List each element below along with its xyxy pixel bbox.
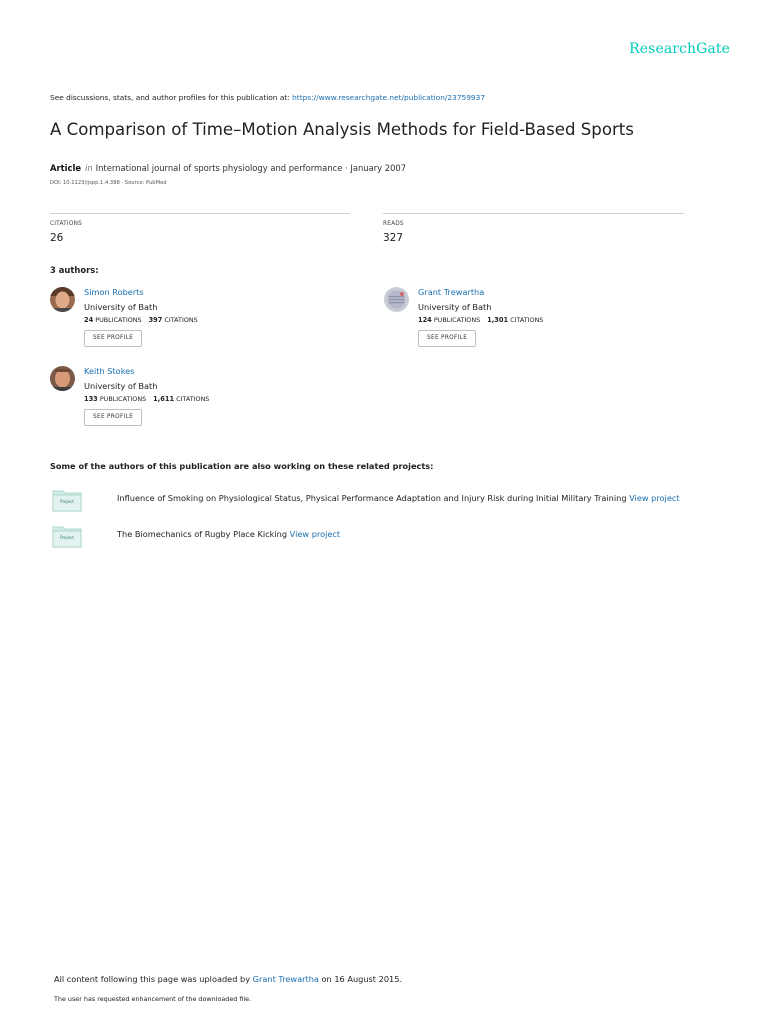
project-row bbox=[50, 488, 730, 514]
author-photo-icon[interactable] bbox=[50, 366, 75, 391]
author-institution: University of Bath bbox=[84, 302, 158, 312]
project-icon-label: Project bbox=[60, 499, 74, 504]
publications-count: 24 bbox=[84, 316, 94, 324]
author-name-link[interactable]: Simon Roberts bbox=[84, 287, 144, 297]
project-title-line bbox=[117, 493, 680, 503]
citations-count: 397 bbox=[148, 316, 163, 324]
publications-label: PUBLICATIONS bbox=[99, 395, 147, 403]
citations-label: CITATIONS bbox=[176, 395, 210, 403]
project-folder-icon[interactable] bbox=[52, 524, 82, 548]
authors-heading: 3 authors: bbox=[50, 265, 99, 275]
project-title-line bbox=[117, 529, 340, 539]
author-photo-icon[interactable] bbox=[50, 287, 75, 312]
author-stats bbox=[84, 395, 209, 403]
citations-count: 1,611 bbox=[153, 395, 175, 403]
reads-value: 327 bbox=[383, 232, 404, 244]
discussion-prefix: See discussions, stats, and author profiles for this publication at: bbox=[50, 93, 290, 102]
view-project-link[interactable]: View project bbox=[629, 493, 680, 503]
enhancement-note: The user has requested enhancement of the downloaded file. bbox=[54, 995, 252, 1003]
reads-label: READS bbox=[383, 221, 404, 227]
publications-count: 124 bbox=[418, 316, 432, 324]
citations-count: 1,301 bbox=[487, 316, 509, 324]
doi-line: DOI: 10.1123/ijspp.1.4.388 · Source: PubMed bbox=[50, 180, 167, 186]
discussion-line bbox=[50, 93, 485, 102]
author-institution: University of Bath bbox=[418, 302, 492, 312]
citations-divider bbox=[50, 213, 350, 214]
author-institution: University of Bath bbox=[84, 381, 158, 391]
in-label: in bbox=[85, 163, 93, 173]
citations-label: CITATIONS bbox=[510, 316, 544, 324]
view-project-link[interactable]: View project bbox=[289, 529, 341, 539]
venue-date: International journal of sports physiology and performance · January 2007 bbox=[95, 163, 407, 173]
author-photo-icon[interactable] bbox=[384, 287, 409, 312]
publication-type: Article bbox=[50, 163, 82, 173]
upload-suffix: on 16 August 2015. bbox=[321, 974, 403, 984]
author-name-link[interactable]: Keith Stokes bbox=[84, 366, 135, 376]
see-profile-button[interactable]: SEE PROFILE bbox=[84, 330, 142, 347]
author-card bbox=[50, 366, 350, 436]
publications-label: PUBLICATIONS bbox=[433, 316, 481, 324]
upload-note bbox=[54, 974, 402, 984]
author-name-link[interactable]: Grant Trewartha bbox=[418, 287, 485, 297]
citations-label: CITATIONS bbox=[50, 221, 82, 227]
author-stats bbox=[84, 316, 198, 324]
see-profile-button[interactable]: SEE PROFILE bbox=[84, 409, 142, 426]
publication-url-link[interactable]: https://www.researchgate.net/publication/23759937 bbox=[292, 93, 486, 102]
publication-title: A Comparison of Time–Motion Analysis Methods for Field-Based Sports bbox=[50, 120, 634, 139]
uploader-link[interactable]: Grant Trewartha bbox=[252, 974, 319, 984]
citations-label: CITATIONS bbox=[164, 316, 198, 324]
project-title: Influence of Smoking on Physiological Status, Physical Performance Adaptation and Injury Risk during Initial Military Training bbox=[117, 493, 627, 503]
project-row bbox=[50, 524, 730, 550]
upload-prefix: All content following this page was uploaded by bbox=[54, 974, 251, 984]
author-card bbox=[50, 287, 350, 357]
projects-heading: Some of the authors of this publication are also working on these related projects: bbox=[50, 461, 434, 471]
project-title: The Biomechanics of Rugby Place Kicking bbox=[117, 529, 288, 539]
project-icon-label: Project bbox=[60, 535, 74, 540]
publications-label: PUBLICATIONS bbox=[95, 316, 142, 324]
project-folder-icon[interactable] bbox=[52, 488, 82, 512]
publication-meta bbox=[50, 163, 406, 173]
researchgate-logo[interactable]: ResearchGate bbox=[629, 41, 730, 57]
see-profile-button[interactable]: SEE PROFILE bbox=[418, 330, 476, 347]
citations-value: 26 bbox=[50, 232, 64, 244]
reads-divider bbox=[383, 213, 684, 214]
author-card bbox=[384, 287, 684, 357]
author-stats bbox=[418, 316, 543, 324]
publications-count: 133 bbox=[84, 395, 98, 403]
